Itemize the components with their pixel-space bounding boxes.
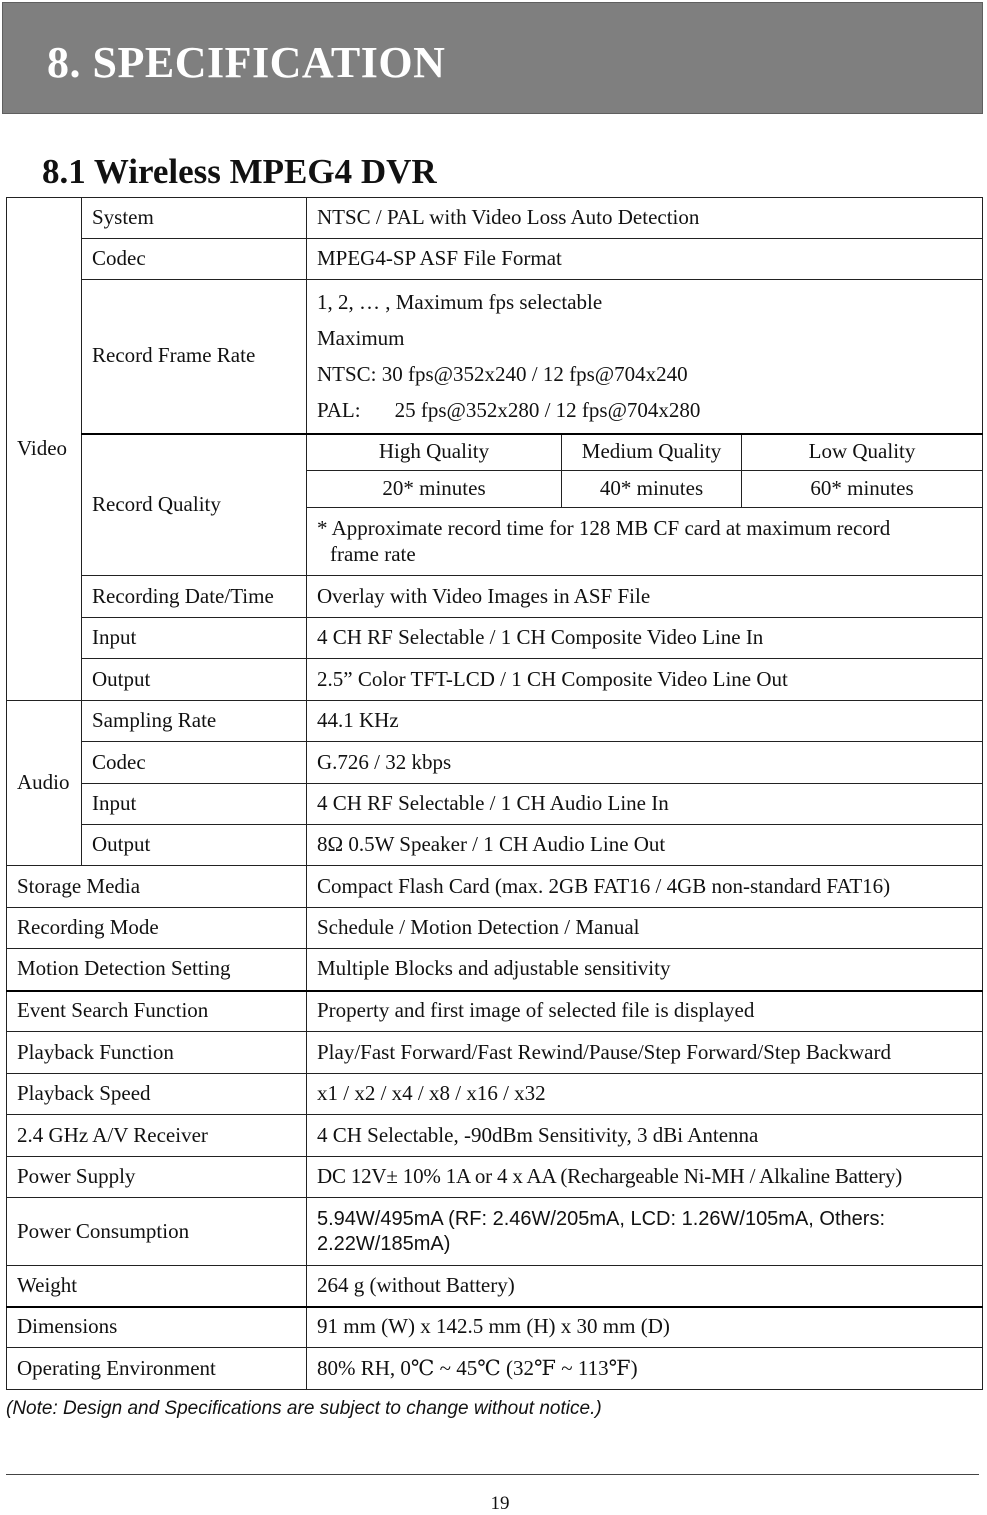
spec-value: Compact Flash Card (max. 2GB FAT16 / 4GB non-standard FAT16) bbox=[307, 866, 983, 908]
spec-label: Playback Function bbox=[7, 1032, 307, 1074]
table-row bbox=[7, 949, 983, 991]
specification-table bbox=[6, 197, 983, 1390]
group-label-audio: Audio bbox=[7, 701, 82, 866]
table-row bbox=[7, 1307, 983, 1348]
spec-label: Output bbox=[82, 825, 307, 866]
quality-value: 20* minutes bbox=[307, 471, 562, 508]
table-row bbox=[7, 239, 983, 280]
disclaimer-note: (Note: Design and Specifications are subject to change without notice.) bbox=[6, 1398, 602, 1419]
table-row bbox=[7, 1198, 983, 1266]
spec-value: Play/Fast Forward/Fast Rewind/Pause/Step Forward/Step Backward bbox=[307, 1032, 983, 1074]
spec-label: Input bbox=[82, 618, 307, 659]
quality-value: 60* minutes bbox=[742, 471, 983, 508]
spec-value: 91 mm (W) x 142.5 mm (H) x 30 mm (D) bbox=[307, 1307, 983, 1348]
table-row bbox=[7, 908, 983, 949]
table-row bbox=[7, 1074, 983, 1115]
pal-value: 25 fps@352x280 / 12 fps@704x280 bbox=[394, 398, 701, 423]
quality-header: High Quality bbox=[307, 434, 562, 471]
table-row bbox=[7, 866, 983, 908]
spec-label: Operating Environment bbox=[7, 1348, 307, 1390]
spec-label: Codec bbox=[82, 239, 307, 280]
spec-label: Motion Detection Setting bbox=[7, 949, 307, 991]
table-row bbox=[7, 991, 983, 1032]
spec-value: 80% RH, 0℃ ~ 45℃ (32℉ ~ 113℉) bbox=[307, 1348, 983, 1390]
spec-label: Playback Speed bbox=[7, 1074, 307, 1115]
spec-value: 8Ω 0.5W Speaker / 1 CH Audio Line Out bbox=[307, 825, 983, 866]
spec-label: Sampling Rate bbox=[82, 701, 307, 742]
spec-label: Power Supply bbox=[7, 1157, 307, 1198]
quality-header: Low Quality bbox=[742, 434, 983, 471]
quality-value: 40* minutes bbox=[562, 471, 742, 508]
spec-label: Storage Media bbox=[7, 866, 307, 908]
header-bar bbox=[2, 2, 983, 114]
table-row bbox=[7, 1115, 983, 1157]
table-row bbox=[7, 659, 983, 701]
frame-rate-line: NTSC: 30 fps@352x240 / 12 fps@704x240 bbox=[317, 362, 688, 387]
table-row bbox=[7, 1348, 983, 1390]
spec-value: 4 CH RF Selectable / 1 CH Audio Line In bbox=[307, 784, 983, 825]
spec-label: Input bbox=[82, 784, 307, 825]
table-row bbox=[7, 280, 983, 434]
spec-label: Recording Date/Time bbox=[82, 576, 307, 618]
spec-value: x1 / x2 / x4 / x8 / x16 / x32 bbox=[307, 1074, 983, 1115]
spec-value bbox=[307, 280, 983, 434]
spec-value: MPEG4-SP ASF File Format bbox=[307, 239, 983, 280]
table-row bbox=[7, 1032, 983, 1074]
spec-value: 5.94W/495mA (RF: 2.46W/205mA, LCD: 1.26W/105mA, Others: 2.22W/185mA) bbox=[307, 1198, 983, 1266]
page-title: 8. SPECIFICATION bbox=[47, 38, 446, 87]
spec-value: 44.1 KHz bbox=[307, 701, 983, 742]
spec-label: Dimensions bbox=[7, 1307, 307, 1348]
frame-rate-line: 1, 2, … , Maximum fps selectable bbox=[317, 290, 603, 315]
group-label-video: Video bbox=[7, 198, 82, 701]
frame-rate-line bbox=[317, 392, 972, 428]
table-row bbox=[7, 1266, 983, 1307]
table-row bbox=[7, 742, 983, 784]
spec-label: System bbox=[82, 198, 307, 239]
spec-value: 4 CH Selectable, -90dBm Sensitivity, 3 dBi Antenna bbox=[307, 1115, 983, 1157]
table-row bbox=[7, 618, 983, 659]
table-row bbox=[7, 784, 983, 825]
spec-label: Record Quality bbox=[82, 434, 307, 576]
spec-value: 264 g (without Battery) bbox=[307, 1266, 983, 1307]
table-row bbox=[7, 434, 983, 471]
spec-value: NTSC / PAL with Video Loss Auto Detection bbox=[307, 198, 983, 239]
footer-divider bbox=[6, 1474, 979, 1475]
spec-value: Schedule / Motion Detection / Manual bbox=[307, 908, 983, 949]
table-row bbox=[7, 701, 983, 742]
pal-label: PAL: bbox=[317, 398, 361, 423]
spec-value: 4 CH RF Selectable / 1 CH Composite Video Line In bbox=[307, 618, 983, 659]
spec-value: Overlay with Video Images in ASF File bbox=[307, 576, 983, 618]
spec-label: Output bbox=[82, 659, 307, 701]
spec-label: Weight bbox=[7, 1266, 307, 1307]
section-title: 8.1 Wireless MPEG4 DVR bbox=[42, 152, 437, 191]
table-row bbox=[7, 198, 983, 239]
quality-note-line: frame rate bbox=[330, 541, 416, 566]
table-row bbox=[7, 1157, 983, 1198]
spec-value: 2.5” Color TFT-LCD / 1 CH Composite Video Line Out bbox=[307, 659, 983, 701]
spec-value: Property and first image of selected file is displayed bbox=[307, 991, 983, 1032]
spec-label: Power Consumption bbox=[7, 1198, 307, 1266]
frame-rate-line: Maximum bbox=[317, 326, 405, 351]
spec-label: Recording Mode bbox=[7, 908, 307, 949]
spec-label: Event Search Function bbox=[7, 991, 307, 1032]
spec-value: G.726 / 32 kbps bbox=[307, 742, 983, 784]
page-number: 19 bbox=[490, 1493, 510, 1514]
spec-value: DC 12V± 10% 1A or 4 x AA (Rechargeable Ni-MH / Alkaline Battery) bbox=[307, 1157, 983, 1198]
spec-label: Record Frame Rate bbox=[82, 280, 307, 434]
quality-header: Medium Quality bbox=[562, 434, 742, 471]
table-row bbox=[7, 576, 983, 618]
quality-note bbox=[307, 508, 983, 576]
spec-label: 2.4 GHz A/V Receiver bbox=[7, 1115, 307, 1157]
spec-label: Codec bbox=[82, 742, 307, 784]
quality-note-line: * Approximate record time for 128 MB CF card at maximum record bbox=[317, 515, 891, 540]
spec-value: Multiple Blocks and adjustable sensitivity bbox=[307, 949, 983, 991]
table-row bbox=[7, 825, 983, 866]
